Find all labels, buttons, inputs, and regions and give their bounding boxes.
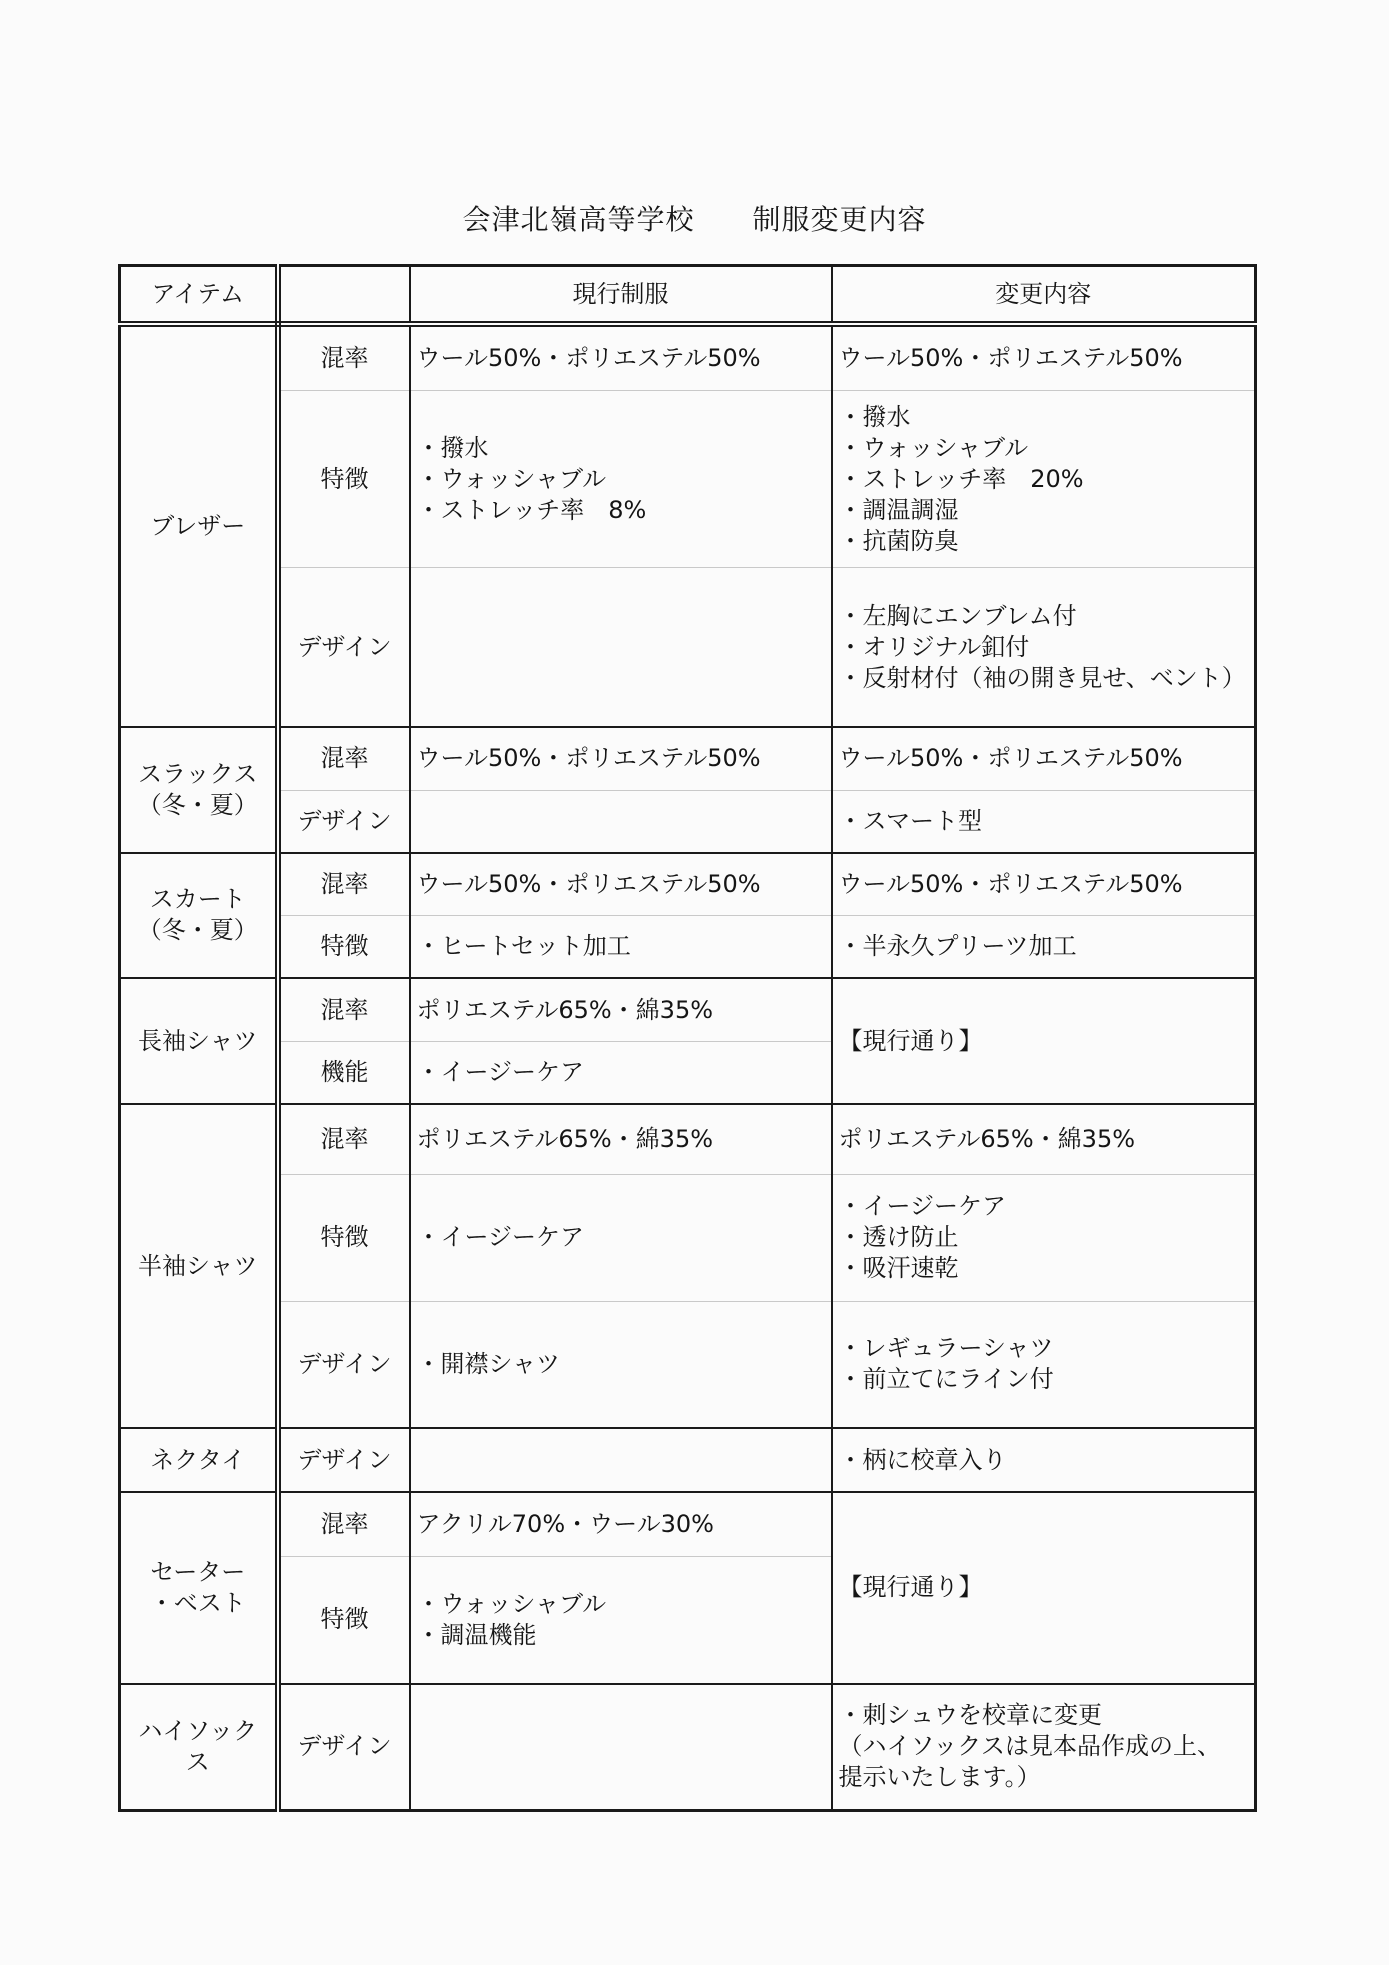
item-long-shirt: 長袖シャツ xyxy=(120,978,278,1104)
new-cell-merged: 【現行通り】 xyxy=(832,978,1256,1104)
current-cell xyxy=(410,1684,832,1811)
row-label: 機能 xyxy=(278,1042,410,1104)
header-item: アイテム xyxy=(120,266,278,325)
table-header-row xyxy=(120,266,1256,325)
uniform-change-table xyxy=(118,264,1257,1812)
current-cell: ・ウォッシャブル ・調温機能 xyxy=(410,1557,832,1684)
page-title: 会津北嶺高等学校 制服変更内容 xyxy=(462,203,927,236)
current-cell: ポリエステル65%・綿35% xyxy=(410,978,832,1041)
current-cell: ポリエステル65%・綿35% xyxy=(410,1104,832,1174)
table-row xyxy=(120,1428,1256,1492)
table-row xyxy=(120,790,1256,852)
table-row xyxy=(120,1301,1256,1428)
table-row xyxy=(120,324,1256,390)
current-cell: ・イージーケア xyxy=(410,1174,832,1301)
row-label: 特徴 xyxy=(278,1557,410,1684)
row-label: 特徴 xyxy=(278,391,410,568)
current-cell xyxy=(410,568,832,727)
new-cell: ・イージーケア ・透け防止 ・吸汗速乾 xyxy=(832,1174,1256,1301)
header-new: 変更内容 xyxy=(832,266,1256,325)
new-cell: ・スマート型 xyxy=(832,790,1256,852)
item-necktie: ネクタイ xyxy=(120,1428,278,1492)
table-row xyxy=(120,391,1256,568)
current-cell: ・ヒートセット加工 xyxy=(410,916,832,978)
row-label: デザイン xyxy=(278,568,410,727)
table-row xyxy=(120,853,1256,916)
new-cell: ・左胸にエンブレム付 ・オリジナル釦付 ・反射材付（袖の開き見せ、ベント） xyxy=(832,568,1256,727)
row-label: デザイン xyxy=(278,1301,410,1428)
new-cell: ・柄に校章入り xyxy=(832,1428,1256,1492)
row-label: デザイン xyxy=(278,790,410,852)
row-label: 混率 xyxy=(278,1104,410,1174)
new-cell: ウール50%・ポリエステル50% xyxy=(832,727,1256,790)
current-cell xyxy=(410,790,832,852)
current-cell: ・イージーケア xyxy=(410,1042,832,1104)
row-label: 混率 xyxy=(278,978,410,1041)
row-label: デザイン xyxy=(278,1428,410,1492)
row-label: 混率 xyxy=(278,853,410,916)
row-label: デザイン xyxy=(278,1684,410,1811)
current-cell: ・開襟シャツ xyxy=(410,1301,832,1428)
header-current: 現行制服 xyxy=(410,266,832,325)
row-label: 特徴 xyxy=(278,1174,410,1301)
table-row xyxy=(120,1104,1256,1174)
item-socks: ハイソックス xyxy=(120,1684,278,1811)
current-cell xyxy=(410,1428,832,1492)
row-label: 混率 xyxy=(278,324,410,390)
table-row xyxy=(120,1492,1256,1556)
new-cell: ウール50%・ポリエステル50% xyxy=(832,324,1256,390)
new-cell: ・撥水 ・ウォッシャブル ・ストレッチ率 20% ・調温調湿 ・抗菌防臭 xyxy=(832,391,1256,568)
current-cell: ウール50%・ポリエステル50% xyxy=(410,727,832,790)
new-cell: ポリエステル65%・綿35% xyxy=(832,1104,1256,1174)
current-cell: ウール50%・ポリエステル50% xyxy=(410,324,832,390)
item-short-shirt: 半袖シャツ xyxy=(120,1104,278,1428)
table-row xyxy=(120,1684,1256,1811)
item-skirt: スカート （冬・夏） xyxy=(120,853,278,979)
table-row xyxy=(120,727,1256,790)
header-label xyxy=(278,266,410,325)
row-label: 混率 xyxy=(278,1492,410,1556)
new-cell-merged: 【現行通り】 xyxy=(832,1492,1256,1683)
item-slacks: スラックス （冬・夏） xyxy=(120,727,278,853)
current-cell: アクリル70%・ウール30% xyxy=(410,1492,832,1556)
item-blazer: ブレザー xyxy=(120,324,278,726)
new-cell: ・レギュラーシャツ ・前立てにライン付 xyxy=(832,1301,1256,1428)
new-cell: ・刺シュウを校章に変更 （ハイソックスは見本品作成の上、 提示いたします。） xyxy=(832,1684,1256,1811)
item-sweater: セーター ・ベスト xyxy=(120,1492,278,1683)
current-cell: ・撥水 ・ウォッシャブル ・ストレッチ率 8% xyxy=(410,391,832,568)
table-row xyxy=(120,1174,1256,1301)
table-row xyxy=(120,916,1256,978)
table-row xyxy=(120,568,1256,727)
row-label: 特徴 xyxy=(278,916,410,978)
table-row xyxy=(120,978,1256,1041)
row-label: 混率 xyxy=(278,727,410,790)
new-cell: ・半永久プリーツ加工 xyxy=(832,916,1256,978)
current-cell: ウール50%・ポリエステル50% xyxy=(410,853,832,916)
new-cell: ウール50%・ポリエステル50% xyxy=(832,853,1256,916)
